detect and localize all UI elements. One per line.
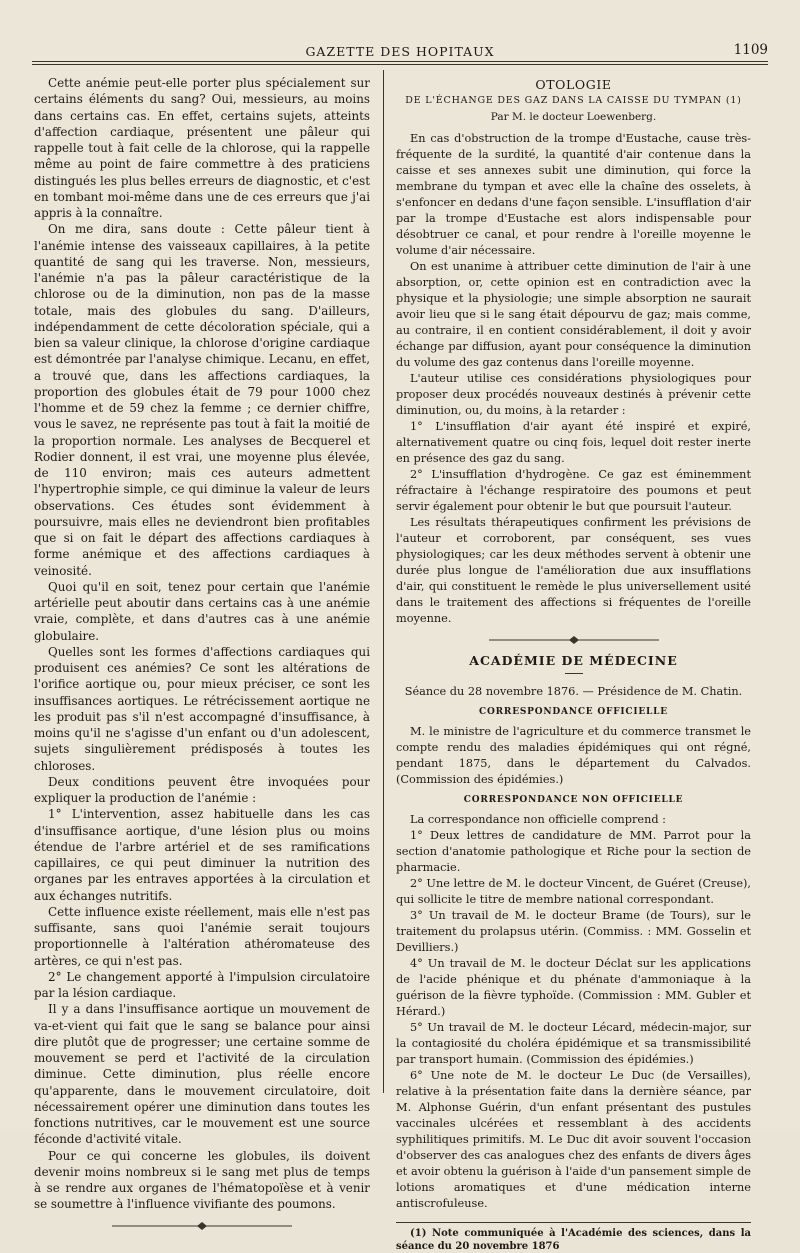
column-divider bbox=[383, 70, 384, 1093]
article-subtitle: DE L'ÉCHANGE DES GAZ DANS LA CAISSE DU TYMPAN (1) bbox=[405, 95, 742, 106]
title-rule bbox=[565, 673, 583, 674]
paragraph: Les résultats thérapeutiques confirment les prévisions de l'auteur et corroborent, par conséquent, ses vues physiologiques; car les deux méthodes servent à obtenir une durée plus longue de l'amélioration due aux insufflations d'air, qui constituent le remède le plus universellement usité dans le traitement des affections si fréquentes de l'oreille moyenne. bbox=[396, 516, 751, 625]
paragraph: En cas d'obstruction de la trompe d'Eustache, cause très-fréquente de la surdité, la quantité d'air contenue dans la caisse et ses annexes subit une diminution, qui force la membrane du tympan et avec elle la chaîne des osselets, à s'enfoncer en dedans d'une façon sensible. L'insufflation d'air par la trompe d'Eustache est alors indispensable pour désobtruer ce canal, et pour rendre à l'oreille moyenne le volume d'air nécessaire. bbox=[396, 132, 751, 257]
section-ornament bbox=[489, 635, 659, 645]
list-item: 4° Un travail de M. le docteur Déclat sur les applications de l'acide phénique et du phénate d'ammoniaque à la guérison de la fièvre typhoïde. (Commission : MM. Gubler et Hérard.) bbox=[396, 957, 751, 1018]
paragraph: M. le ministre de l'agriculture et du commerce transmet le compte rendu des maladies épidémiques qui ont régné, pendant 1875, dans le département du Calvados. (Commission des épidémies.) bbox=[396, 725, 751, 786]
paragraph: 2° Le changement apporté à l'impulsion circulatoire par la lésion cardiaque. bbox=[34, 969, 370, 1000]
list-item: 6° Une note de M. le docteur Le Duc (de Versailles), relative à la présentation faite dans la dernière séance, par M. Alphonse Guérin, d'un enfant présentant des pustules vaccinales ulcérées et ressemblant à des accidents syphilitiques primitifs. M. Le Duc dit avoir souvent l'occasion d'observer des cas analogues chez des enfants de divers âges et avoir obtenu la guérison à l'aide d'un pansement simple de lotions aromatiques et d'une médication interne antiscrofuleuse. bbox=[396, 1069, 751, 1210]
right-column bbox=[396, 75, 752, 1252]
paragraph: On me dira, sans doute : Cette pâleur tient à l'anémie intense des vaisseaux capillaires, à la petite quantité de sang qui les traverse. Non, messieurs, l'anémie n'a pas la pâleur caractéristique de la chlorose ou de la diminution, non pas de la masse totale, mais des globules du sang. D'ailleurs, indépendamment de cette décoloration spéciale, qui a bien sa valeur clinique, la chlorose d'origine cardiaque est démontrée par l'analyse chimique. Lecanu, en effet, a trouvé que, dans les affections cardiaques, la proportion des globules était de 79 pour 1000 chez l'homme et de 59 chez la femme ; ce dernier chiffre, vous le savez, ne représente pas tout à fait la moitié de la proportion normale. Les analyses de Becquerel et Rodier donnent, il est vrai, une moyenne plus élevée, de 110 environ; mais ces auteurs admettent l'hypertrophie simple, ce qui diminue la valeur de leurs observations. Ces études sont évidemment à poursuivre, mais elles ne deviendront bien profitables que si on fait le départ des affections cardiaques à forme anémique et des affections cardiaques à veinosité. bbox=[34, 222, 370, 578]
unofficial-heading: CORRESPONDANCE NON OFFICIELLE bbox=[463, 795, 684, 805]
footnote-rule bbox=[396, 1222, 751, 1223]
paragraph: Quelles sont les formes d'affections cardiaques qui produisent ces anémies? Ce sont les altérations de l'orifice aortique ou, pour mieux préciser, ce sont les insuffisances aortiques. Le rétrécissement aortique ne les produit pas s'il n'est accompagné d'insuffisance, à moins qu'il ne s'agisse d'un enfant ou d'un adolescent, sujets singulièrement prédisposés à toutes les chloroses. bbox=[34, 644, 370, 773]
header-rule bbox=[32, 61, 768, 62]
paragraph: L'auteur utilise ces considérations physiologiques pour proposer deux procédés nouveaux destinés à prévenir cette diminution, ou, du moins, à la retarder : bbox=[396, 372, 751, 417]
footnote: (1) Note communiquée à l'Académie des sciences, dans la séance du 20 novembre 1876 bbox=[396, 1228, 751, 1252]
paragraph: Cette anémie peut-elle porter plus spécialement sur certains éléments du sang? Oui, messieurs, au moins dans certains cas. En effet, certains sujets, atteints d'affection cardiaque, présentent une pâleur qui rappelle tout à fait celle de la chlorose, qui la rappelle même au point de faire commettre à des praticiens distingués les plus belles erreurs de diagnostic, et c'est en tombant moi-même dans une de ces erreurs que j'ai appris à la connaître. bbox=[34, 76, 370, 220]
page-header bbox=[32, 38, 768, 65]
paragraph: Deux conditions peuvent être invoquées pour expliquer la production de l'anémie : bbox=[34, 774, 370, 805]
list-item: 3° Un travail de M. le docteur Brame (de Tours), sur le traitement du prolapsus utérin. (Commiss. : MM. Gosselin et Devilliers.) bbox=[396, 909, 751, 954]
journal-title: GAZETTE DES HOPITAUX bbox=[305, 44, 495, 59]
page-number: 1109 bbox=[733, 42, 768, 58]
paragraph: 2° L'insufflation d'hydrogène. Ce gaz est éminemment réfractaire à l'échange respiratoire des poumons et peut servir également pour obtenir le but que poursuit l'auteur. bbox=[396, 468, 751, 513]
left-column bbox=[34, 75, 370, 1212]
section-title-academie: ACADÉMIE DE MÉDECINE bbox=[469, 653, 678, 668]
paragraph: 1° L'intervention, assez habituelle dans les cas d'insuffisance aortique, d'une lésion plus ou moins étendue de l'arbre artériel et de ses ramifications capillaires, ce qui peut diminuer la nutrition des organes par les entraves apportées à la circulation et aux échanges nutritifs. bbox=[34, 807, 370, 903]
paragraph: Cette influence existe réellement, mais elle n'est pas suffisante, sans quoi l'anémie serait toujours proportionnelle à l'altération athéromateuse des artères, ce qui n'est pas. bbox=[34, 904, 370, 968]
paragraph: On est unanime à attribuer cette diminution de l'air à une absorption, or, cette opinion est en contradiction avec la physique et la physiologie; une simple absorption ne saurait avoir lieu que si le sang était dépourvu de gaz; mais comme, au contraire, il en contient considérablement, il doit y avoir échange par diffusion, ayant pour conséquence la diminution du volume des gaz contenus dans l'oreille moyenne. bbox=[396, 260, 751, 369]
list-item: La correspondance non officielle comprend : bbox=[410, 813, 666, 826]
paragraph: Pour ce qui concerne les globules, ils doivent devenir moins nombreux si le sang met plus de temps à se rendre aux organes de l'hématopoïèse et à venir se soumettre à l'influence vivifiante des poumons. bbox=[34, 1148, 370, 1212]
list-item: 2° Une lettre de M. le docteur Vincent, de Guéret (Creuse), qui sollicite le titre de membre national correspondant. bbox=[396, 877, 752, 906]
section-title-otologie: OTOLOGIE bbox=[535, 77, 612, 92]
paragraph: Il y a dans l'insuffisance aortique un mouvement de va-et-vient qui fait que le sang se balance pour ainsi dire plutôt que de progresser; une certaine somme de mouvement se perd et l'activité de la circulation diminue. Cette diminution, plus réelle encore qu'apparente, dans le mouvement circulatoire, doit nécessairement opérer une diminution dans toutes les fonctions nutritives, car le mouvement est une source féconde d'activité vitale. bbox=[34, 1002, 370, 1147]
official-heading: CORRESPONDANCE OFFICIELLE bbox=[479, 707, 668, 717]
paragraph: 1° L'insufflation d'air ayant été inspiré et expiré, alternativement quatre ou cinq fois, lequel doit rester inerte en présence des gaz du sang. bbox=[396, 420, 751, 465]
seance-line: Séance du 28 novembre 1876. — Présidence de M. Chatin. bbox=[404, 685, 743, 698]
article-author: Par M. le docteur Loewenberg. bbox=[490, 111, 657, 123]
end-ornament bbox=[112, 1221, 292, 1231]
list-item: 1° Deux lettres de candidature de MM. Parrot pour la section d'anatomie pathologique et Riche pour la section de pharmacie. bbox=[396, 829, 751, 874]
list-item: 5° Un travail de M. le docteur Lécard, médecin-major, sur la contagiosité du choléra épidémique et sa transmissibilité par transport humain. (Commission des épidémies.) bbox=[396, 1021, 751, 1066]
paragraph: Quoi qu'il en soit, tenez pour certain que l'anémie artérielle peut aboutir dans certains cas à une anémie vraie, complète, et dans d'autres cas à une anémie globulaire. bbox=[34, 579, 370, 643]
